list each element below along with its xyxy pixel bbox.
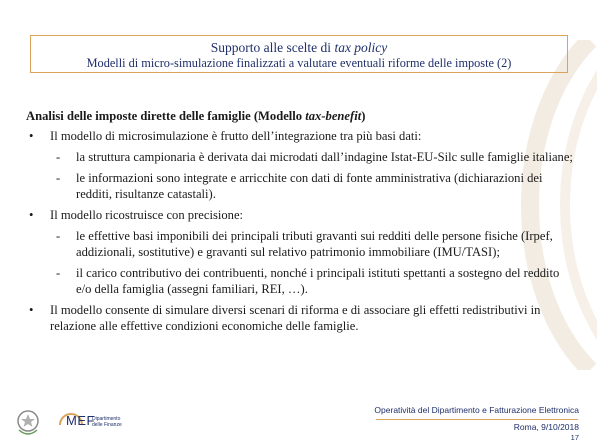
title-box (30, 35, 568, 73)
dash-marker: - (56, 171, 61, 185)
dash-marker: - (56, 229, 61, 243)
mef-logo-subtitle: Dipartimento delle Finanze (92, 416, 122, 428)
footer-date: Roma, 9/10/2018 (513, 422, 579, 432)
sub-bullet-item: - le informazioni sono integrate e arricchite con dati di fonte amministrativa (dichiarazioni dei redditi, risultanze catastali). (56, 171, 543, 201)
bullet-item: • Il modello consente di simulare diversi scenari di riforma e di associare gli effetti redistributivi in relazione alle effettive condizioni economiche delle famiglie. (29, 303, 541, 333)
bullet-item: • Il modello ricostruisce con precisione: (29, 208, 244, 222)
slide-subtitle: Modelli di micro-simulazione finalizzati a valutare eventuali riforme delle imposte (2) (86, 56, 512, 70)
bullet-marker: • (29, 303, 34, 317)
sub-bullet-item: - il carico contributivo dei contribuenti, nonché i principali istituti spettanti a sostegno del reddito e/o della famiglia (assegni familiari, REI, …). (56, 266, 560, 296)
page-number: 17 (570, 433, 579, 442)
footer-event-title: Operatività del Dipartimento e Fatturazione Elettronica (374, 405, 579, 415)
sub-bullet-item: - la struttura campionaria è derivata dai microdati dall’indagine Istat-EU-Silc sulle famiglie italiane; (56, 150, 573, 164)
dash-marker: - (56, 150, 61, 164)
bullet-item: • Il modello di microsimulazione è frutto dell’integrazione tra più basi dati: (29, 129, 422, 143)
dash-marker: - (56, 266, 61, 280)
italian-emblem-icon (14, 408, 42, 440)
slide-title: Supporto alle scelte di tax policy (210, 40, 388, 55)
bullet-marker: • (29, 129, 34, 143)
sub-bullet-item: - le effettive basi imponibili dei principali tributi gravanti sui redditi delle persone fisiche (Irpef, addizionali, sostitutive) e gravanti sul relativo patrimonio immobiliare (IMU/TASI); (56, 229, 553, 259)
section-heading: Analisi delle imposte dirette delle famiglie (Modello tax-benefit) (26, 109, 366, 123)
footer-divider (376, 419, 578, 420)
mef-logo-text: MEF (66, 413, 95, 428)
bullet-marker: • (29, 208, 34, 222)
slide-content (26, 108, 574, 339)
